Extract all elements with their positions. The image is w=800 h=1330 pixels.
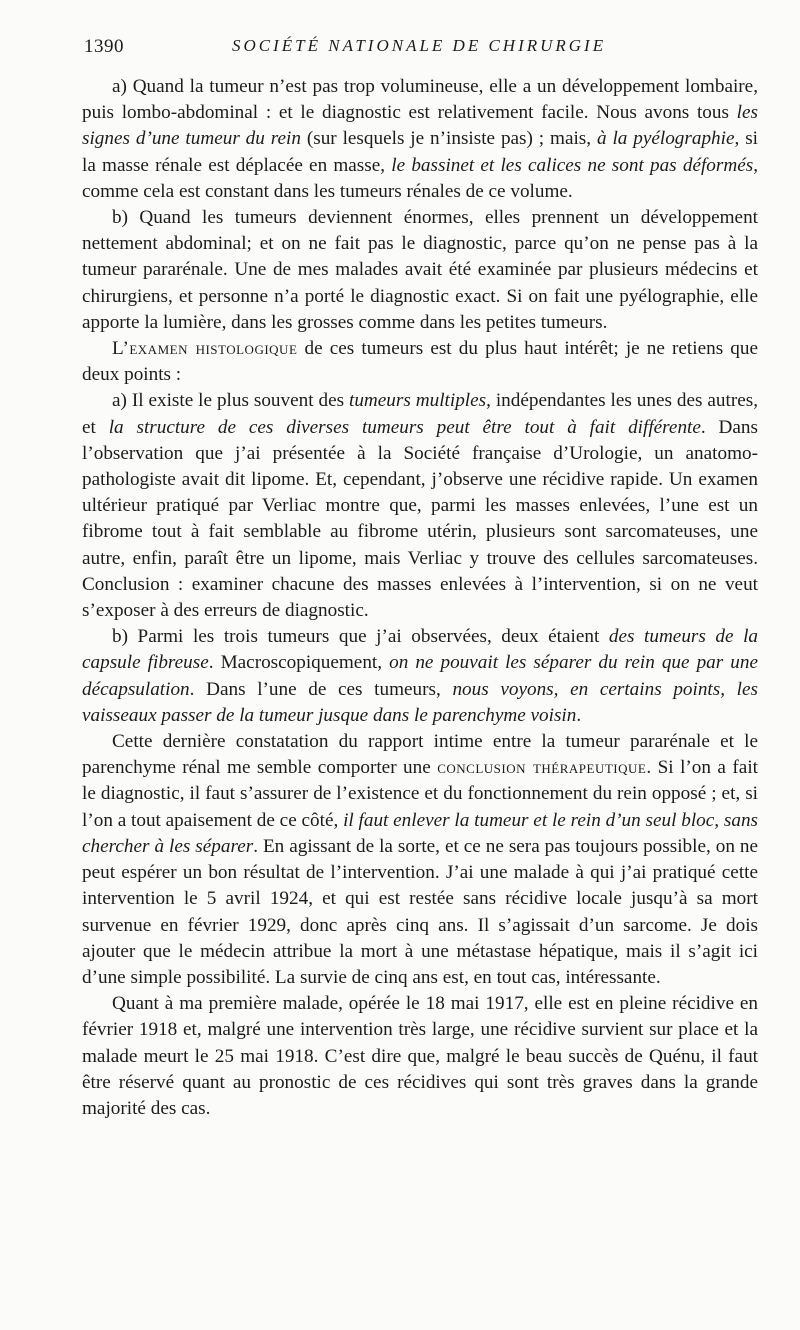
paragraph-multiple-tumors: a) Il existe le plus souvent des tumeurs multiples, indépendantes les unes des autres, et la structure de ces diverses tumeurs peut être tout à fait différente. Dans l’observation que j’ai présentée à la Société française d’Urologie, un anatomo-pathologiste avait dit lipome. Et, cependant, j’observe une récidive rapide. Un examen ultérieur pratiqué par Verliac montre que, parmi les masses enlevées, l’une est un fibrome tout à fait semblable au fibrome utérin, plusieurs sont sarcomateuses, une autre, enfin, paraît être un lipome, mais Verliac y trouve des cellules sarcomateuses. Conclusion : examiner chacune des masses enlevées à l’intervention, si on ne veut s’exposer à des erreurs de diagnostic.: [82, 390, 758, 622]
paragraph-first-patient: Quant à ma première malade, opérée le 18 mai 1917, elle est en pleine récidive en février 1918 et, malgré une intervention très large, une récidive survient sur place et la malade meurt le 25 mai 1918. C’est dire que, malgré le beau succès de Quénu, il faut être réservé quant au pronostic de ces récidives qui sont très graves dans la grande majorité des cas.: [82, 993, 758, 1119]
paragraph-lumbar-development: a) Quand la tumeur n’est pas trop volumineuse, elle a un développement lombaire, puis lombo-abdominal : et le diagnostic est relativement facile. Nous avons tous les signes d’une tumeur du rein (sur lesquels je n’insiste pas) ; mais, à la pyélographie, si la masse rénale est déplacée en masse, le bassinet et les calices ne sont pas déformés, comme cela est constant dans les tumeurs rénales de ce volume.: [82, 76, 758, 202]
paragraph-abdominal-development: b) Quand les tumeurs deviennent énormes, elles prennent un développement nettement abdominal; et on ne fait pas le diagnostic, parce qu’on ne pense pas à la tumeur pararénale. Une de mes malades avait été examinée par plusieurs médecins et chirurgiens, et personne n’a porté le diagnostic exact. Si on fait une pyélographie, elle apporte la lumière, dans les grosses comme dans les petites tumeurs.: [82, 207, 758, 333]
running-head: SOCIÉTÉ NATIONALE DE CHIRURGIE: [232, 36, 607, 55]
paragraph-fibrous-capsule: b) Parmi les trois tumeurs que j’ai observées, deux étaient des tumeurs de la capsule fibreuse. Macroscopiquement, on ne pouvait les séparer du rein que par une décapsulation. Dans l’une de ces tumeurs, nous voyons, en certains points, les vaisseaux passer de la tumeur jusque dans le parenchyme voisin.: [82, 626, 759, 726]
page-header: [84, 36, 764, 60]
body-text: [82, 74, 758, 1122]
paragraph-therapeutic-conclusion: Cette dernière constatation du rapport intime entre la tumeur pararénale et le parenchyme rénal me semble comporter une conclusion thérapeutique. Si l’on a fait le diagnostic, il faut s’assurer de l’existence et du fonctionnement du rein opposé ; et, si l’on a tout apaisement de ce côté, il faut enlever la tumeur et le rein d’un seul bloc, sans chercher à les séparer. En agissant de la sorte, et ce ne sera pas toujours possible, on ne peut espérer un bon résultat de l’intervention. J’ai une malade à qui j’ai pratiqué cette intervention le 5 avril 1924, et qui est restée sans récidive locale jusqu’à sa mort survenue en février 1929, donc après cinq ans. Il s’agissait d’un sarcome. Je dois ajouter que le médecin attribue la mort à une métastase hépatique, mais il s’agit ici d’une simple possibilité. La survie de cinq ans est, en tout cas, intéressante.: [82, 731, 759, 988]
page-number: 1390: [84, 36, 124, 57]
paragraph-histology-intro: L’examen histologique de ces tumeurs est du plus haut intérêt; je ne retiens que deux points :: [82, 338, 758, 386]
